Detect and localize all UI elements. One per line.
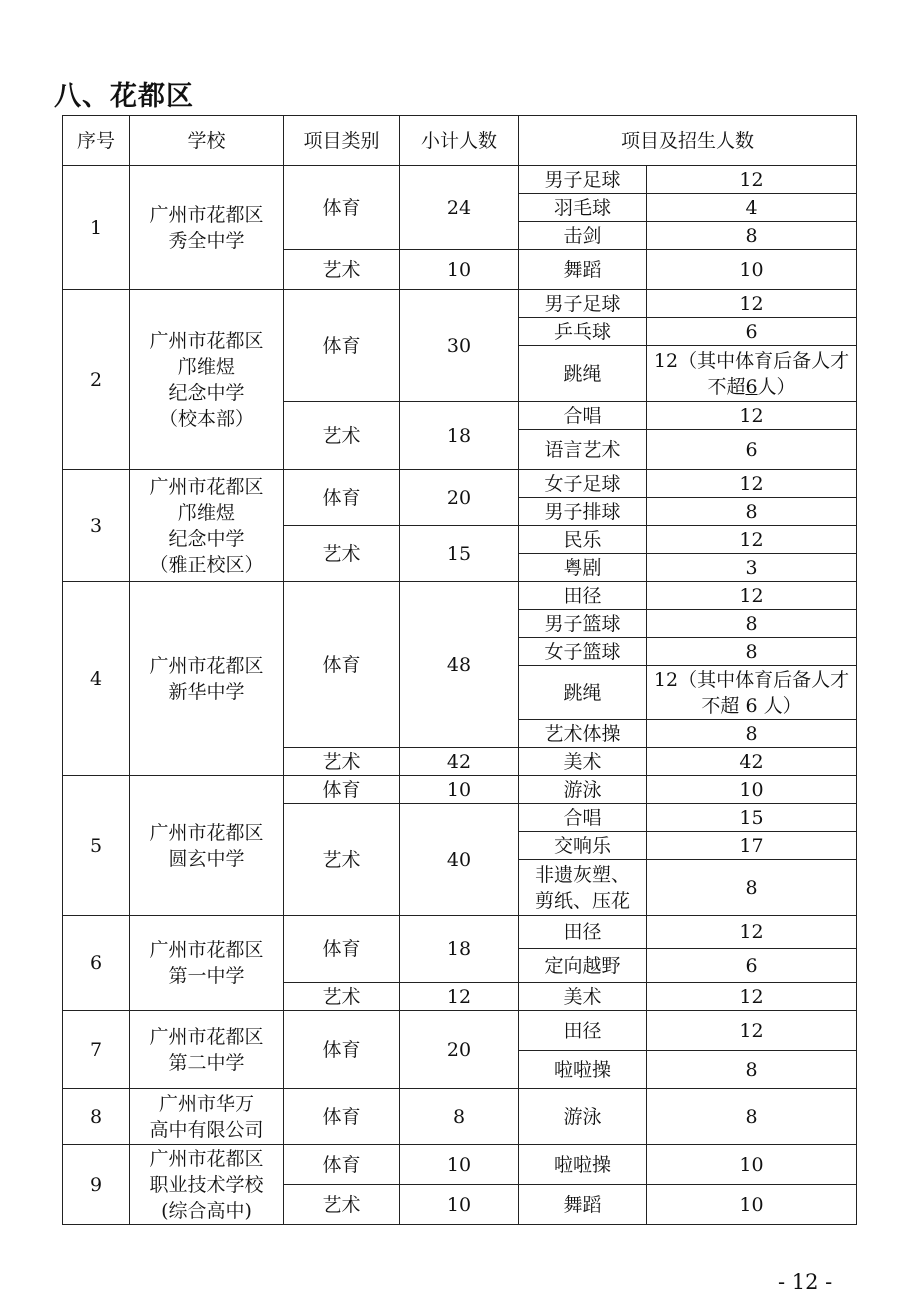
cell-subtotal: 10	[400, 250, 519, 290]
cell-count: 12	[647, 402, 857, 430]
cell-subtotal: 8	[400, 1089, 519, 1145]
cell-count: 12	[647, 582, 857, 610]
cell-subtotal: 40	[400, 804, 519, 916]
cell-count: 12	[647, 983, 857, 1011]
cell-project: 定向越野	[519, 949, 647, 983]
cell-subtotal: 12	[400, 983, 519, 1011]
cell-subtotal: 42	[400, 748, 519, 776]
cell-project: 美术	[519, 748, 647, 776]
cell-count: 10	[647, 1145, 857, 1185]
cell-project: 舞蹈	[519, 1185, 647, 1225]
cell-category: 艺术	[284, 526, 400, 582]
cell-count: 15	[647, 804, 857, 832]
cell-project: 女子足球	[519, 470, 647, 498]
cell-count: 12	[647, 166, 857, 194]
table-row	[63, 166, 857, 194]
cell-category: 体育	[284, 166, 400, 250]
table-row	[63, 1011, 857, 1051]
cell-count: 6	[647, 318, 857, 346]
cell-project: 跳绳	[519, 346, 647, 402]
cell-no: 6	[63, 916, 130, 1011]
cell-category: 体育	[284, 582, 400, 748]
cell-project: 女子篮球	[519, 638, 647, 666]
table-row	[63, 582, 857, 610]
table-row	[63, 916, 857, 949]
cell-subtotal: 20	[400, 1011, 519, 1089]
section-title: 八、花都区	[54, 81, 194, 112]
cell-no: 1	[63, 166, 130, 290]
cell-school: 广州市华万 高中有限公司	[130, 1089, 284, 1145]
cell-no: 2	[63, 290, 130, 470]
cell-project: 艺术体操	[519, 720, 647, 748]
cell-count: 42	[647, 748, 857, 776]
cell-count: 8	[647, 860, 857, 916]
enrollment-table	[62, 115, 857, 1225]
cell-category: 体育	[284, 776, 400, 804]
cell-project: 游泳	[519, 776, 647, 804]
cell-subtotal: 10	[400, 1145, 519, 1185]
cell-count: 8	[647, 610, 857, 638]
cell-project: 击剑	[519, 222, 647, 250]
cell-count: 17	[647, 832, 857, 860]
cell-count: 8	[647, 222, 857, 250]
cell-count: 3	[647, 554, 857, 582]
cell-project: 田径	[519, 1011, 647, 1051]
cell-category: 艺术	[284, 804, 400, 916]
cell-project: 粤剧	[519, 554, 647, 582]
cell-subtotal: 18	[400, 402, 519, 470]
table-row	[63, 290, 857, 318]
cell-project: 啦啦操	[519, 1145, 647, 1185]
cell-school: 广州市花都区 职业技术学校 (综合高中)	[130, 1145, 284, 1225]
cell-count: 6	[647, 949, 857, 983]
count-text: 人）	[757, 375, 796, 398]
cell-count	[647, 346, 857, 402]
cell-project: 合唱	[519, 804, 647, 832]
cell-subtotal: 15	[400, 526, 519, 582]
cell-project: 跳绳	[519, 666, 647, 720]
cell-count: 10	[647, 1185, 857, 1225]
cell-project: 田径	[519, 916, 647, 949]
cell-category: 艺术	[284, 250, 400, 290]
cell-category: 艺术	[284, 1185, 400, 1225]
cell-school: 广州市花都区 邝维煜 纪念中学 （雅正校区）	[130, 470, 284, 582]
cell-project: 男子足球	[519, 166, 647, 194]
cell-no: 9	[63, 1145, 130, 1225]
cell-count: 10	[647, 250, 857, 290]
cell-project: 乒乓球	[519, 318, 647, 346]
cell-project: 游泳	[519, 1089, 647, 1145]
cell-count: 10	[647, 776, 857, 804]
cell-category: 体育	[284, 1011, 400, 1089]
cell-subtotal: 30	[400, 290, 519, 402]
cell-count: 12	[647, 916, 857, 949]
cell-project: 非遗灰塑、 剪纸、压花	[519, 860, 647, 916]
cell-category: 体育	[284, 916, 400, 983]
cell-school: 广州市花都区 圆玄中学	[130, 776, 284, 916]
cell-category: 体育	[284, 1145, 400, 1185]
cell-category: 体育	[284, 1089, 400, 1145]
cell-count: 12	[647, 470, 857, 498]
cell-school: 广州市花都区 邝维煜 纪念中学 （校本部）	[130, 290, 284, 470]
cell-count: 8	[647, 720, 857, 748]
cell-no: 4	[63, 582, 130, 776]
cell-count: 8	[647, 638, 857, 666]
cell-count: 12	[647, 290, 857, 318]
cell-count: 8	[647, 498, 857, 526]
cell-no: 5	[63, 776, 130, 916]
cell-project: 合唱	[519, 402, 647, 430]
cell-project: 民乐	[519, 526, 647, 554]
header-no: 序号	[63, 116, 130, 166]
cell-project: 田径	[519, 582, 647, 610]
cell-project: 男子排球	[519, 498, 647, 526]
cell-subtotal: 18	[400, 916, 519, 983]
cell-count: 12（其中体育后备人才不超 6 人）	[647, 666, 857, 720]
cell-school: 广州市花都区 新华中学	[130, 582, 284, 776]
cell-school: 广州市花都区 秀全中学	[130, 166, 284, 290]
table-row	[63, 1145, 857, 1185]
cell-project: 男子足球	[519, 290, 647, 318]
header-project-quota: 项目及招生人数	[519, 116, 857, 166]
cell-count: 12	[647, 1011, 857, 1051]
cell-count: 8	[647, 1089, 857, 1145]
cell-category: 体育	[284, 470, 400, 526]
cell-project: 美术	[519, 983, 647, 1011]
cell-subtotal: 10	[400, 776, 519, 804]
cell-project: 男子篮球	[519, 610, 647, 638]
cell-project: 交响乐	[519, 832, 647, 860]
cell-category: 艺术	[284, 748, 400, 776]
cell-school: 广州市花都区 第一中学	[130, 916, 284, 1011]
cell-subtotal: 24	[400, 166, 519, 250]
cell-category: 艺术	[284, 402, 400, 470]
table-row	[63, 776, 857, 804]
cell-count: 4	[647, 194, 857, 222]
cell-subtotal: 48	[400, 582, 519, 748]
cell-count: 6	[647, 430, 857, 470]
table-row	[63, 1089, 857, 1145]
header-category: 项目类别	[284, 116, 400, 166]
header-subtotal: 小计人数	[400, 116, 519, 166]
table-header-row	[63, 116, 857, 166]
cell-count: 8	[647, 1051, 857, 1089]
cell-category: 体育	[284, 290, 400, 402]
cell-no: 7	[63, 1011, 130, 1089]
cell-project: 啦啦操	[519, 1051, 647, 1089]
count-text: 12（其中体育后备人才不超	[653, 349, 850, 398]
cell-subtotal: 10	[400, 1185, 519, 1225]
count-underlined: 6	[745, 375, 758, 398]
cell-project: 语言艺术	[519, 430, 647, 470]
page-number: - 12 -	[778, 1270, 833, 1294]
table-row	[63, 470, 857, 498]
cell-no: 3	[63, 470, 130, 582]
header-school: 学校	[130, 116, 284, 166]
cell-category: 艺术	[284, 983, 400, 1011]
cell-project: 羽毛球	[519, 194, 647, 222]
cell-project: 舞蹈	[519, 250, 647, 290]
cell-school: 广州市花都区 第二中学	[130, 1011, 284, 1089]
cell-no: 8	[63, 1089, 130, 1145]
cell-count: 12	[647, 526, 857, 554]
cell-subtotal: 20	[400, 470, 519, 526]
